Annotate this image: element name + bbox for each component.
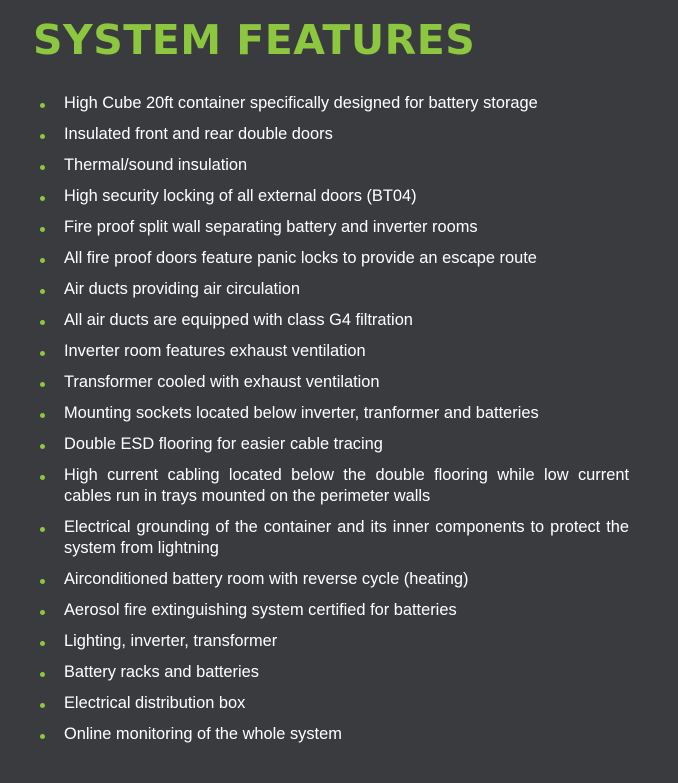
feature-list-item — [37, 517, 629, 559]
feature-text: Online monitoring of the whole system — [64, 725, 342, 743]
feature-list-item — [37, 248, 629, 269]
feature-list — [37, 93, 629, 755]
bullet-icon — [40, 165, 45, 170]
feature-list-item — [37, 186, 629, 207]
feature-text: All air ducts are equipped with class G4 filtration — [64, 311, 413, 329]
feature-list-item — [37, 403, 629, 424]
bullet-icon — [40, 672, 45, 677]
bullet-icon — [40, 196, 45, 201]
feature-text: Thermal/sound insulation — [64, 156, 248, 174]
feature-list-item — [37, 693, 629, 714]
feature-text: Mounting sockets located below inverter, tranformer and batteries — [64, 404, 539, 422]
feature-list-item — [37, 569, 629, 590]
feature-list-item — [37, 341, 629, 362]
feature-text: High Cube 20ft container specifically designed for battery storage — [64, 94, 538, 112]
bullet-icon — [40, 527, 45, 532]
feature-text: Transformer cooled with exhaust ventilation — [64, 373, 380, 391]
feature-list-item — [37, 124, 629, 145]
feature-list-item — [37, 724, 629, 745]
feature-text: Electrical grounding of the container and its inner components to protect the system from lightning — [64, 518, 629, 557]
bullet-icon — [40, 413, 45, 418]
feature-text: Air ducts providing air circulation — [64, 280, 300, 298]
feature-text: Inverter room features exhaust ventilation — [64, 342, 366, 360]
feature-text: All fire proof doors feature panic locks to provide an escape route — [64, 249, 537, 267]
bullet-icon — [40, 382, 45, 387]
bullet-icon — [40, 641, 45, 646]
page-title: SYSTEM FEATURES — [33, 16, 476, 64]
feature-list-item — [37, 600, 629, 621]
bullet-icon — [40, 289, 45, 294]
feature-text: High current cabling located below the double flooring while low current cables run in trays mounted on the perimeter walls — [64, 466, 629, 505]
feature-text: Battery racks and batteries — [64, 663, 259, 681]
feature-text: Fire proof split wall separating battery and inverter rooms — [64, 218, 478, 236]
bullet-icon — [40, 103, 45, 108]
bullet-icon — [40, 351, 45, 356]
feature-list-item — [37, 631, 629, 652]
bullet-icon — [40, 703, 45, 708]
bullet-icon — [40, 579, 45, 584]
feature-text: Aerosol fire extinguishing system certified for batteries — [64, 601, 457, 619]
feature-list-item — [37, 155, 629, 176]
bullet-icon — [40, 444, 45, 449]
bullet-icon — [40, 134, 45, 139]
feature-text: Lighting, inverter, transformer — [64, 632, 278, 650]
feature-text: Double ESD flooring for easier cable tracing — [64, 435, 383, 453]
feature-text: Airconditioned battery room with reverse cycle (heating) — [64, 570, 469, 588]
feature-list-item — [37, 372, 629, 393]
bullet-icon — [40, 610, 45, 615]
feature-list-item — [37, 465, 629, 507]
bullet-icon — [40, 258, 45, 263]
feature-list-item — [37, 279, 629, 300]
bullet-icon — [40, 734, 45, 739]
bullet-icon — [40, 227, 45, 232]
feature-list-item — [37, 434, 629, 455]
feature-list-item — [37, 310, 629, 331]
feature-list-item — [37, 217, 629, 238]
bullet-icon — [40, 320, 45, 325]
bullet-icon — [40, 475, 45, 480]
feature-list-item — [37, 93, 629, 114]
feature-text: Electrical distribution box — [64, 694, 246, 712]
feature-list-item — [37, 662, 629, 683]
feature-text: High security locking of all external doors (BT04) — [64, 187, 417, 205]
feature-text: Insulated front and rear double doors — [64, 125, 333, 143]
